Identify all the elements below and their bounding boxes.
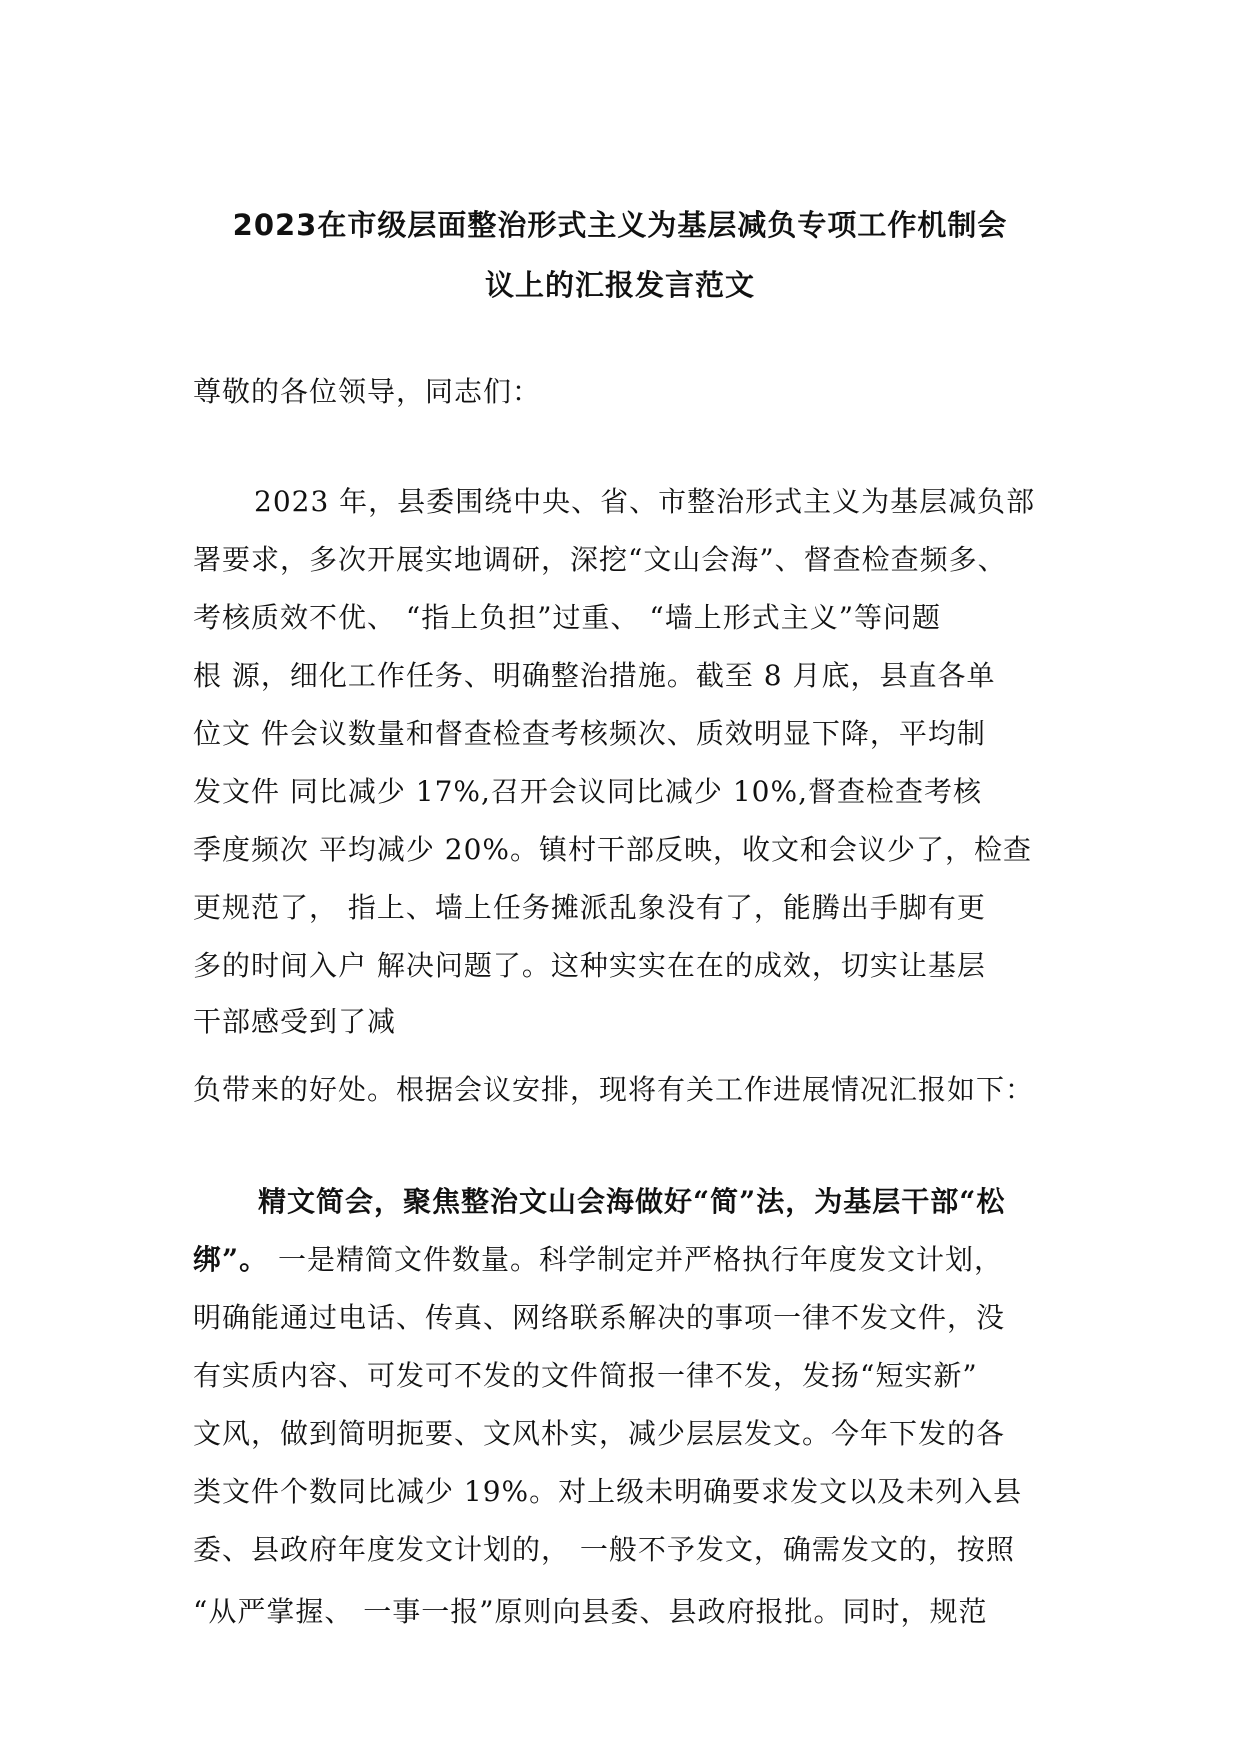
- paragraph-1-line-6: 发文件 同比减少 17%,召开会议同比减少 10%,督查检查考核: [193, 775, 982, 808]
- paragraph-1-line-5: 位文 件会议数量和督查检查考核频次、质效明显下降，平均制: [193, 717, 986, 750]
- section-1-body-line-4: 类文件个数同比减少 19%。对上级未明确要求发文以及未列入县: [193, 1475, 1023, 1508]
- section-1-body-line-5: 委、县政府年度发文计划的， 一般不予发文，确需发文的，按照: [193, 1533, 1015, 1566]
- paragraph-1-line-4: 根 源，细化工作任务、明确整治措施。截至 8 月底，县直各单: [193, 659, 996, 692]
- section-1-body-line-6: “从严掌握、 一事一报”原则向县委、县政府报批。同时，规范: [193, 1595, 988, 1628]
- paragraph-1-tail: 负带来的好处。根据会议安排，现将有关工作进展情况汇报如下：: [193, 1073, 1035, 1106]
- section-1-heading-line-1: 精文简会，聚焦整治文山会海做好“简”法，为基层干部“松: [258, 1185, 1006, 1218]
- section-1-body-line-1: 明确能通过电话、传真、网络联系解决的事项一律不发文件，没: [193, 1301, 1006, 1334]
- paragraph-1-line-8: 更规范了， 指上、墙上任务摊派乱象没有了，能腾出手脚有更: [193, 891, 986, 924]
- paragraph-1-line-9: 多的时间入户 解决问题了。这种实实在在的成效，切实让基层: [193, 949, 986, 982]
- salutation: 尊敬的各位领导，同志们：: [193, 375, 542, 408]
- document-title-line-1: 2023在市级层面整治形式主义为基层减负专项工作机制会: [232, 208, 1008, 242]
- section-1-heading-end: 绑”。: [193, 1243, 269, 1276]
- paragraph-1-line-10: 干部感受到了减: [193, 1005, 397, 1038]
- paragraph-1-line-1: 2023 年，县委围绕中央、省、市整治形式主义为基层减负部: [254, 485, 1036, 518]
- paragraph-1-line-2: 署要求，多次开展实地调研，深挖“文山会海”、督查检查频多、: [193, 543, 1007, 576]
- section-1-line-2: [193, 1238, 1003, 1278]
- document-title-line-2: 议上的汇报发言范文: [484, 268, 755, 302]
- paragraph-1-line-3: 考核质效不优、 “指上负担”过重、 “墙上形式主义”等问题: [193, 601, 942, 634]
- section-1-body-line-3: 文风，做到简明扼要、文风朴实，减少层层发文。今年下发的各: [193, 1417, 1006, 1450]
- paragraph-1-line-7: 季度频次 平均减少 20%。镇村干部反映，收文和会议少了，检查: [193, 833, 1033, 866]
- section-1-line-2-text: 一是精简文件数量。科学制定并严格执行年度发文计划，: [268, 1243, 1004, 1276]
- section-1-body-line-2: 有实质内容、可发可不发的文件简报一律不发，发扬“短实新”: [193, 1359, 978, 1392]
